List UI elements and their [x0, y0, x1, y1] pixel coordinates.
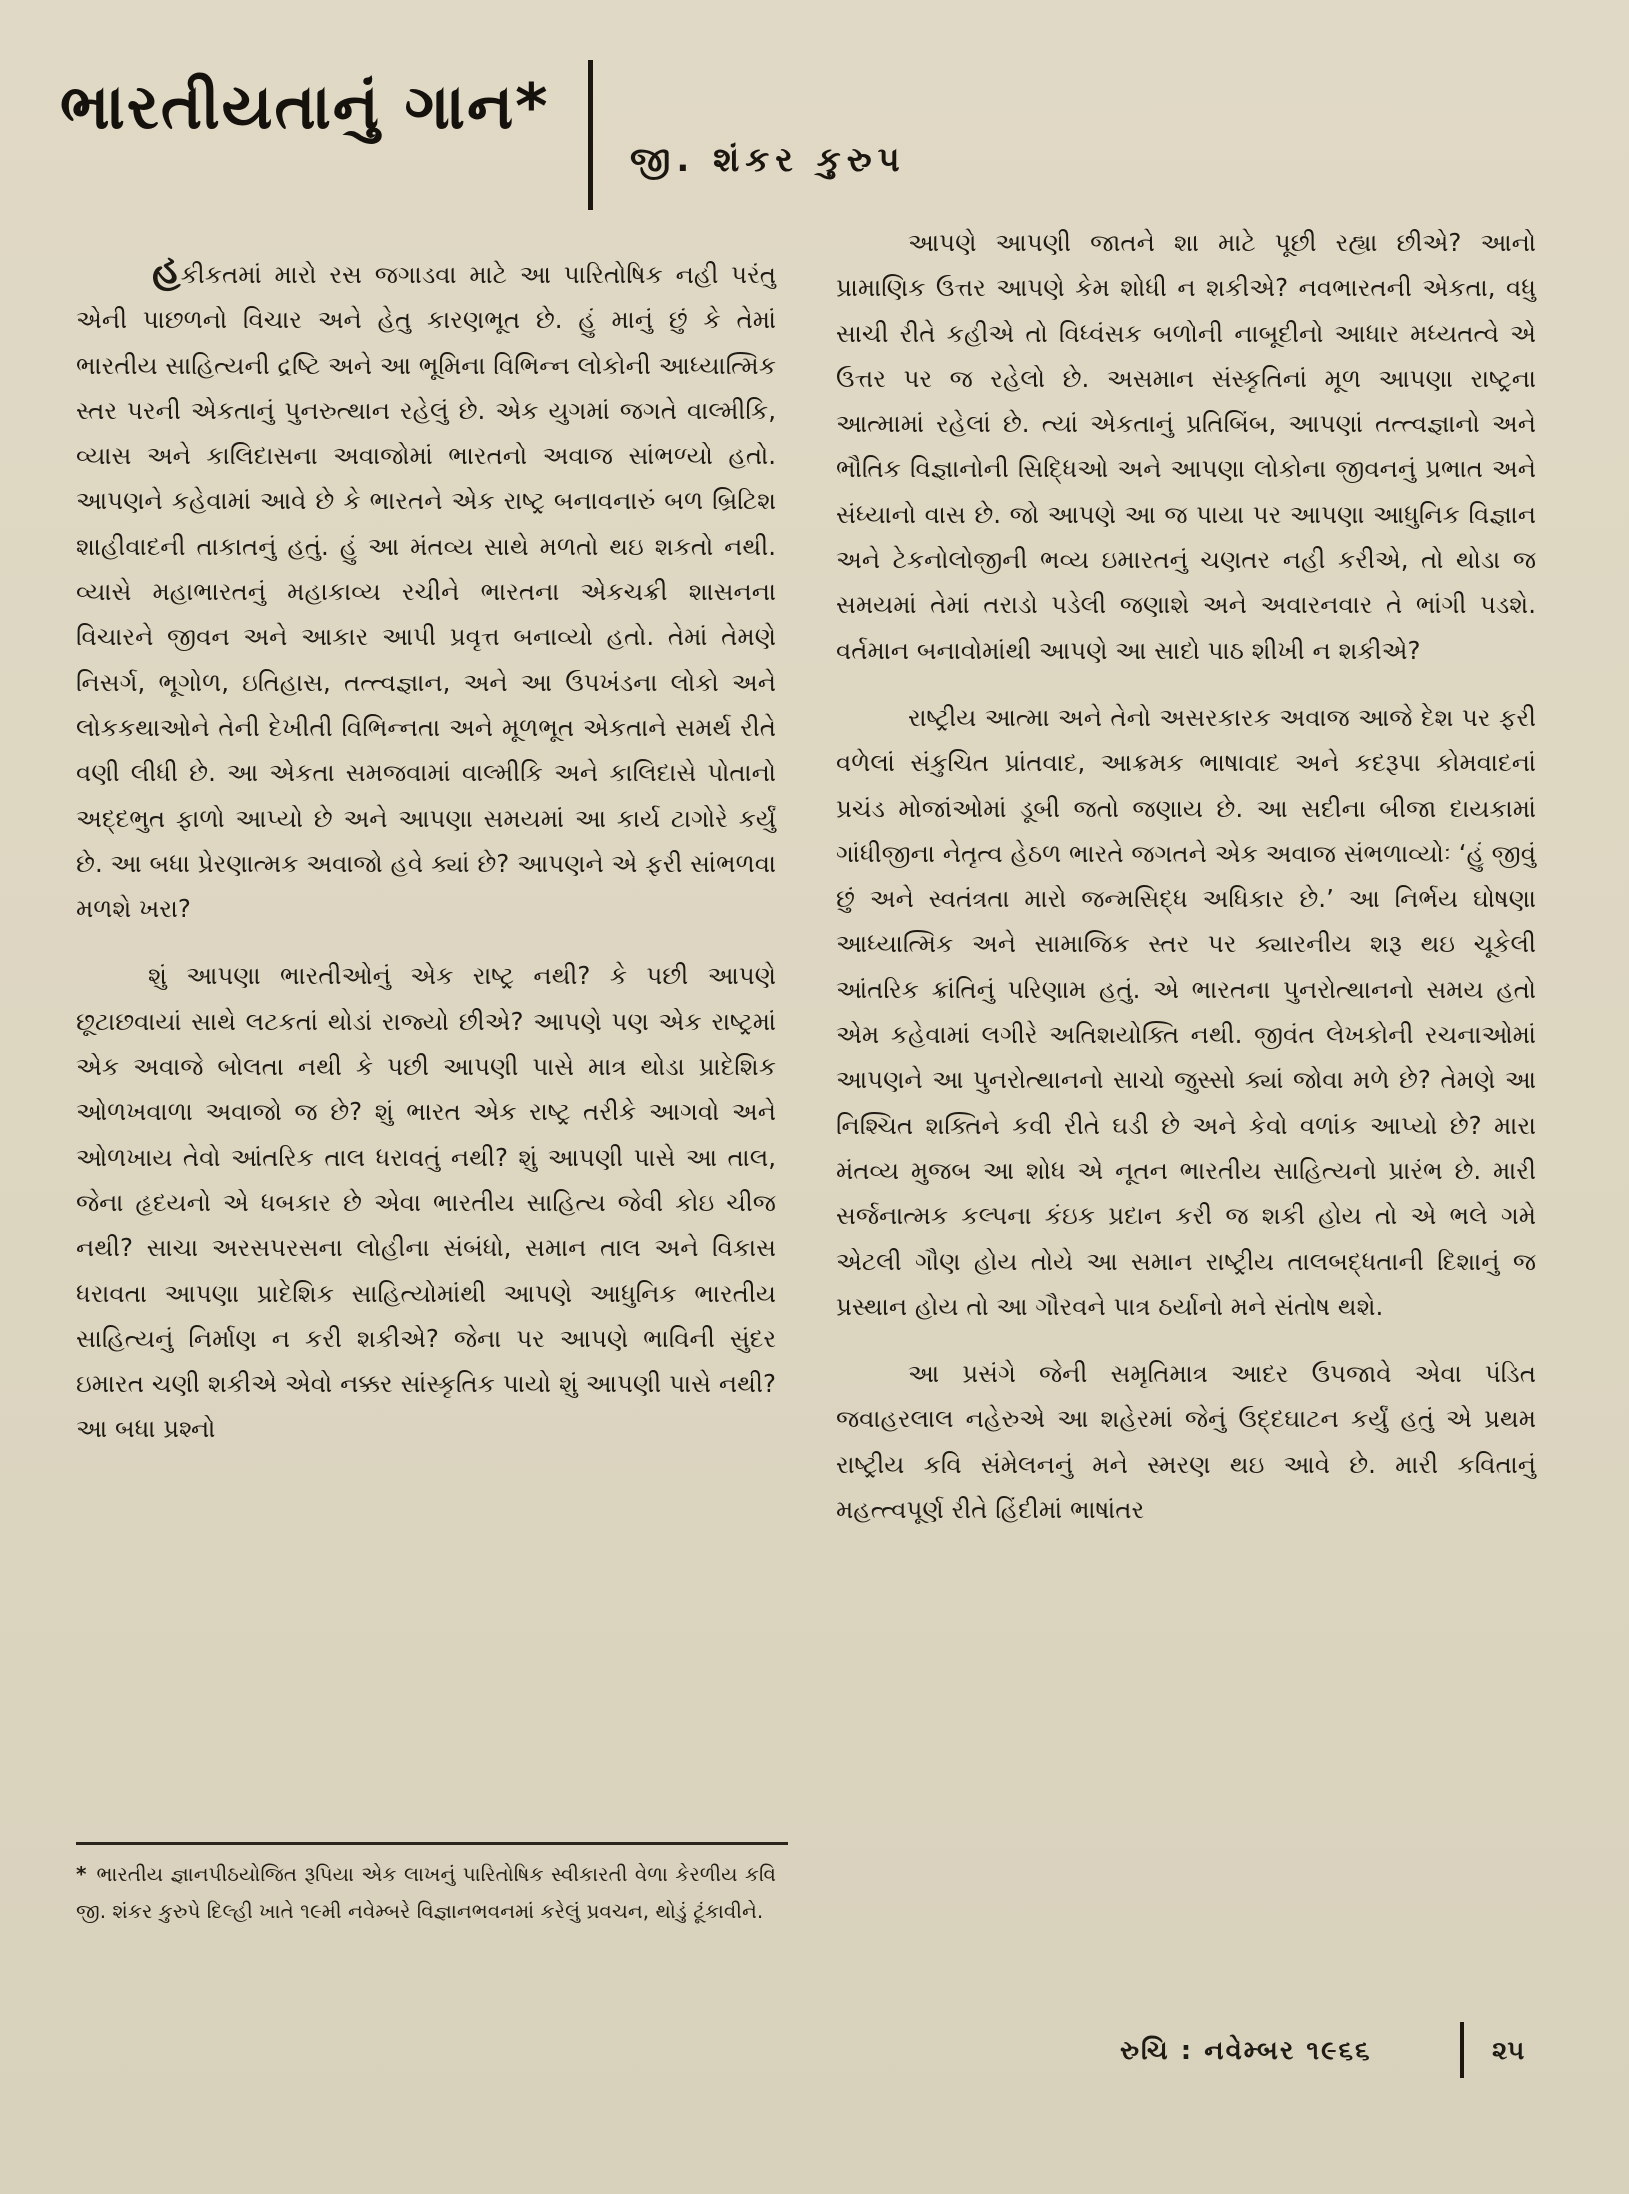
paragraph: રાષ્ટ્રીય આત્મા અને તેનો અસરકારક અવાજ આજે દેશ પર ફરી વળેલાં સંકુચિત પ્રાંતવાદ, આક્રમક ભાષાવાદ અને કદરૂપા કોમવાદનાં પ્રચંડ મોજાંઓમાં ડૂબી જતો જણાય છે. આ સદીના બીજા દાયકામાં ગાંધીજીના નેતૃત્વ હેઠળ ભારતે જગતને એક અવાજ સંભળાવ્યોઃ ‘હું જીવું છું અને સ્વતંત્રતા મારો જન્મસિદ્ધ અધિકાર છે.’ આ નિર્ભય ઘોષણા આધ્યાત્મિક અને સામાજિક સ્તર પર ક્યારનીય શરૂ થઇ ચૂકેલી આંતરિક ક્રાંતિનું પરિણામ હતું. એ ભારતના પુનરોત્થાનનો સમય હતો એમ કહેવામાં લગીરે અતિશયોક્તિ નથી. જીવંત લેખકોની રચનાઓમાં આપણને આ પુનરોત્થાનનો સાચો જુસ્સો ક્યાં જોવા મળે છે? તેમણે આ નિશ્ચિત શક્તિને કવી રીતે ઘડી છે અને કેવો વળાંક આપ્યો છે? મારા મંતવ્ય મુજબ આ શોધ એ નૂતન ભારતીય સાહિત્યનો પ્રારંભ છે. મારી સર્જનાત્મક કલ્પના કંઇક પ્રદાન કરી જ શકી હોય તો એ ભલે ગમે એટલી ગૌણ હોય તોયે આ સમાન રાષ્ટ્રીય તાલબદ્ધતાની દિશાનું જ પ્રસ્થાન હોય તો આ ગૌરવને પાત્ર ઠર્યાનો મને સંતોષ થશે. [836, 702, 1537, 1321]
paragraph: શું આપણા ભારતીઓનું એક રાષ્ટ્ર નથી? કે પછી આપણે છૂટાછવાયાં સાથે લટકતાં થોડાં રાજ્યો છીએ? આપણે પણ એક રાષ્ટ્રમાં એક અવાજે બોલતા નથી કે પછી આપણી પાસે માત્ર થોડા પ્રાદેશિક ઓળખવાળા અવાજો જ છે? શું ભારત એક રાષ્ટ્ર તરીકે આગવો અને ઓળખાય તેવો આંતરિક તાલ ધરાવતું નથી? શું આપણી પાસે આ તાલ, જેના હૃદયનો એ ધબકાર છે એવા ભારતીય સાહિત્ય જેવી કોઇ ચીજ નથી? સાચા અરસપરસના લોહીના સંબંધો, સમાન તાલ અને વિકાસ ધરાવતા આપણા પ્રાદેશિક સાહિત્યોમાંથી આપણે આધુનિક ભારતીય સાહિત્યનું નિર્માણ ન કરી શકીએ? જેના પર આપણે ભાવિની સુંદર ઇમારત ચણી શકીએ એવો નક્કર સાંસ્કૃતિક પાયો શું આપણી પાસે નથી? આ બધા પ્રશ્નો [76, 961, 776, 1444]
magazine-issue: રુચિ : નવેમ્બર ૧૯૬૬ [1120, 2036, 1372, 2066]
article-header [60, 60, 1160, 210]
page-number: ૨૫ [1492, 2036, 1525, 2066]
footnote-rule [76, 1842, 788, 1845]
right-column [836, 220, 1536, 1920]
page-footer [1120, 2022, 1550, 2078]
footnote-marker: * [76, 1862, 87, 1886]
author-name: જી. શંકર કુરુપ [630, 140, 906, 180]
paragraph: આપણે આપણી જાતને શા માટે પૂછી રહ્યા છીએ? આનો પ્રામાણિક ઉત્તર આપણે કેમ શોધી ન શકીએ? નવભારતની એકતા, વધુ સાચી રીતે કહીએ તો વિધ્વંસક બળોની નાબૂદીનો આધાર મધ્યતત્વે એ ઉત્તર પર જ રહેલો છે. અસમાન સંસ્કૃતિનાં મૂળ આપણા રાષ્ટ્રના આત્મામાં રહેલાં છે. ત્યાં એકતાનું પ્રતિબિંબ, આપણાં તત્ત્વજ્ઞાનો અને ભૌતિક વિજ્ઞાનોની સિદ્ધિઓ અને આપણા લોકોના જીવનનું પ્રભાત અને સંધ્યાનો વાસ છે. જો આપણે આ જ પાયા પર આપણા આધુનિક વિજ્ઞાન અને ટેકનોલોજીની ભવ્ય ઇમારતનું ચણતર નહી કરીએ, તો થોડા જ સમયમાં તેમાં તરાડો પડેલી જણાશે અને અવારનવાર તે ભાંગી પડશે. વર્તમાન બનાવોમાંથી આપણે આ સાદો પાઠ શીખી ન શકીએ? [836, 228, 1536, 665]
dropcap: હ [152, 247, 181, 293]
footnote-text: ભારતીય જ્ઞાનપીઠયોજિત રૂપિયા એક લાખનું પારિતોષિક સ્વીકારતી વેળા કેરળીય કવિ જી. શંકર કુરુપે દિલ્હી ખાતે ૧૯મી નવેમ્બરે વિજ્ઞાનભવનમાં કરેલું પ્રવચન, થોડું ટૂંકાવીને. [76, 1862, 776, 1923]
paragraph-text: કીકતમાં મારો રસ જગાડવા માટે આ પારિતોષિક નહી પરંતુ એની પાછળનો વિચાર અને હેતુ કારણભૂત છે. હું માનું છું કે તેમાં ભારતીય સાહિત્યની દ્રષ્ટિ અને આ ભૂમિના વિભિન્ન લોકોની આધ્યાત્મિક સ્તર પરની એકતાનું પુનરુત્થાન રહેલું છે. એક યુગમાં જગતે વાલ્મીકિ, વ્યાસ અને કાલિદાસના અવાજોમાં ભારતનો અવાજ સાંભળ્યો હતો. આપણને કહેવામાં આવે છે કે ભારતને એક રાષ્ટ્ર બનાવનારું બળ બ્રિટિશ શાહીવાદની તાકાતનું હતું. હું આ મંતવ્ય સાથે મળતો થઇ શકતો નથી. વ્યાસે મહાભારતનું મહાકાવ્ય રચીને ભારતના એકચક્રી શાસનના વિચારને જીવન અને આકાર આપી પ્રવૃત્ત બનાવ્યો હતો. તેમાં તેમણે નિસર્ગ, ભૂગોળ, ઇતિહાસ, તત્ત્વજ્ઞાન, અને આ ઉપખંડના લોકો અને લોકકથાઓને તેની દેખીતી વિભિન્નતા અને મૂળભૂત એકતાને સમર્થ રીતે વણી લીધી છે. આ એકતા સમજવામાં વાલ્મીકિ અને કાલિદાસે પોતાનો અદ્દભુત ફાળો આપ્યો છે અને આપણા સમયમાં આ કાર્ય ટાગોરે કર્યું છે. આ બધા પ્રેરણાત્મક અવાજો હવે ક્યાં છે? આપણને એ ફરી સાંભળવા મળશે ખરા? [76, 260, 776, 924]
article-title: ભારતીયતાનું ગાન* [60, 70, 550, 143]
paragraph: આ પ્રસંગે જેની સમૃતિમાત્ર આદર ઉપજાવે એવા પંડિત જવાહરલાલ નહેરુએ આ શહેરમાં જેનું ઉદ્દઘાટન કર્યું હતું એ પ્રથમ રાષ્ટ્રીય કવિ સંમેલનનું મને સ્મરણ થઇ આવે છે. મારી કવિતાનું મહત્ત્વપૂર્ણ રીતે હિંદીમાં ભાષાંતર [836, 1359, 1536, 1525]
footnote [76, 1856, 776, 1930]
paragraph [76, 248, 776, 931]
left-column [76, 248, 776, 1838]
title-divider [588, 60, 593, 210]
footer-divider [1460, 2022, 1464, 2078]
